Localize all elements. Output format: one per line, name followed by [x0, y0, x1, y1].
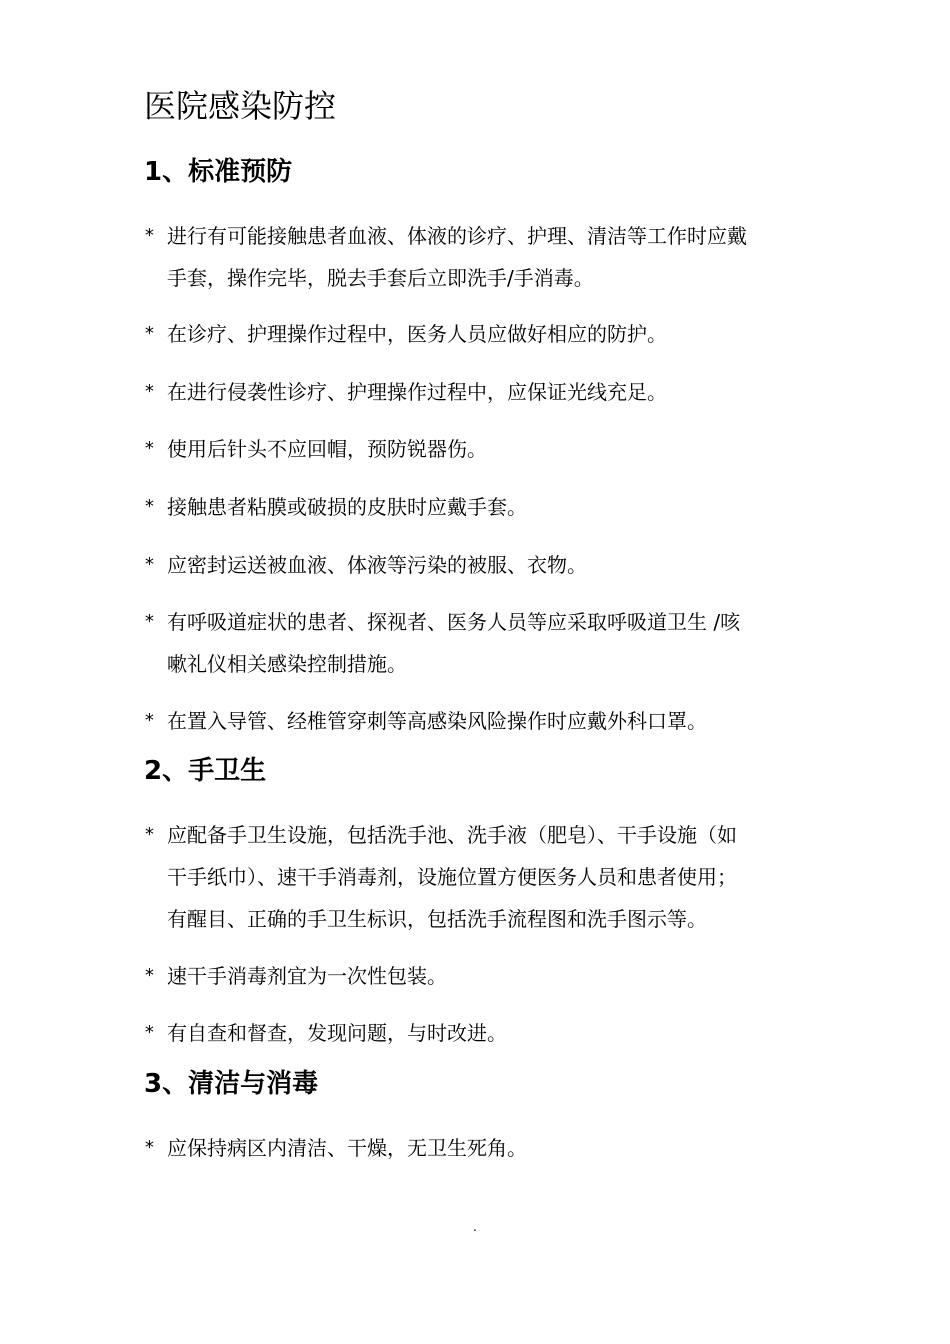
bullet-marker: *	[144, 824, 155, 845]
list-item-text: 在置入导管、经椎管穿刺等高感染风险操作时应戴外科口罩。	[167, 709, 707, 733]
list-item-text: 干手纸巾）、速干手消毒剂，设施位置方便医务人员和患者使用；	[167, 865, 737, 889]
bullet-marker: *	[144, 554, 155, 575]
bullet-marker: *	[144, 438, 155, 459]
list-item-text: 手套，操作完毕，脱去手套后立即洗手/手消毒。	[167, 266, 594, 290]
list-item-text: 应配备手卫生设施，包括洗手池、洗手液（肥皂）、干手设施（如	[167, 823, 737, 847]
list-item-text: 嗽礼仪相关感染控制措施。	[167, 652, 407, 676]
list-item-text: 进行有可能接触患者血液、体液的诊疗、护理、清洁等工作时应戴	[167, 224, 747, 248]
list-item-text: 应密封运送被血液、体液等污染的被服、衣物。	[167, 553, 587, 577]
bullet-marker: *	[144, 965, 155, 986]
bullet-marker: *	[144, 1137, 155, 1158]
list-item-text: 使用后针头不应回帽，预防锐器伤。	[167, 437, 487, 461]
list-item-text: 有呼吸道症状的患者、探视者、医务人员等应采取呼吸道卫生 /咳	[167, 610, 741, 634]
bullet-marker: *	[144, 611, 155, 632]
bullet-marker: *	[144, 323, 155, 344]
list-item-text: 有醒目、正确的手卫生标识，包括洗手流程图和洗手图示等。	[167, 907, 707, 931]
list-item-text: 有自查和督查，发现问题，与时改进。	[167, 1021, 507, 1045]
list-item-text: 速干手消毒剂宜为一次性包装。	[167, 964, 447, 988]
list-item-text: 接触患者粘膜或破损的皮肤时应戴手套。	[167, 495, 527, 519]
list-item-text: 在诊疗、护理操作过程中，医务人员应做好相应的防护。	[167, 322, 667, 346]
section-heading-cleaning-disinfection: 3、清洁与消毒	[144, 1069, 319, 1099]
section-heading-standard-precautions: 1、标准预防	[144, 157, 293, 187]
list-item-text: 在进行侵袭性诊疗、护理操作过程中，应保证光线充足。	[167, 380, 667, 404]
bullet-marker: *	[144, 225, 155, 246]
bullet-marker: *	[144, 1022, 155, 1043]
document-title: 医院感染防控	[144, 87, 337, 125]
page-footer-mark: .	[473, 1220, 477, 1234]
bullet-marker: *	[144, 496, 155, 517]
list-item-text: 应保持病区内清洁、干燥，无卫生死角。	[167, 1136, 527, 1160]
section-heading-hand-hygiene: 2、手卫生	[144, 756, 267, 786]
bullet-marker: *	[144, 710, 155, 731]
bullet-marker: *	[144, 381, 155, 402]
